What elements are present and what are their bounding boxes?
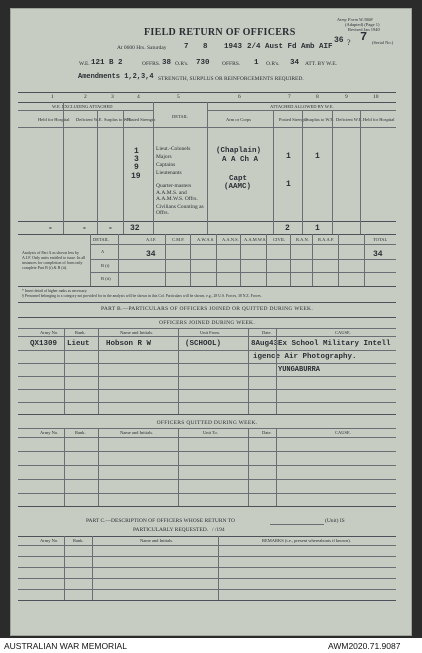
part-c-head: Rank. <box>73 538 84 543</box>
entry-rank: Lieut <box>67 340 90 348</box>
col-number: 9 <box>345 94 348 100</box>
col-number: 3 <box>111 94 114 100</box>
entry-cause: igence Air Photography. <box>253 353 357 361</box>
analysis-head: A.I.F. <box>146 237 157 242</box>
arm-corps-line: (Chaplain) <box>216 147 262 155</box>
joined-head: Rank. <box>75 330 86 335</box>
total-surplus: - <box>108 224 113 233</box>
footnote: § Personnel belonging to a category not provided for in the analysis will be shown in this Col. Particulars will be shown, e.g., 28 U.S. Forces, 38 N.Z. Forces. <box>22 294 262 298</box>
col-head-surplus: Surplus to W.E. <box>104 117 133 122</box>
posted-value: 9 <box>134 163 139 172</box>
col-head-posted-att: Posted Strength <box>279 117 308 122</box>
amendments: Amendments 1,2,3,4 <box>78 73 154 81</box>
quitted-head: Name and Initials. <box>120 430 154 435</box>
rank-label: Lieutenants <box>156 170 182 176</box>
col-head-deficient-att: Deficient W.E. <box>336 117 363 122</box>
group-right-heading: ATTACHED ALLOWED BY W.E. <box>270 104 334 109</box>
total-deficient: - <box>82 224 87 233</box>
analysis-row-label: B (ii) <box>101 276 111 281</box>
hours-line: At 0600 Hrs. Saturday <box>117 45 167 51</box>
part-b-title: PART B.—PARTICULARS OF OFFICERS JOINED OR QUITTED DURING WEEK. <box>101 306 313 312</box>
joined-head: Date. <box>262 330 272 335</box>
arm-corps-line: A A Ch A <box>222 156 259 164</box>
footer-institution: AUSTRALIAN WAR MEMORIAL <box>4 641 127 651</box>
joined-head: Army No. <box>40 330 59 335</box>
attached-posted: 1 <box>286 152 291 161</box>
we-value: 121 B 2 <box>91 59 123 67</box>
rank-label: Captains <box>156 162 176 168</box>
rank-label: Quarter-masters <box>156 183 192 189</box>
col-number: 8 <box>316 94 319 100</box>
date-month: 8 <box>203 43 208 51</box>
adapted-note: (Adapted) (Page 1) <box>345 22 380 27</box>
footer-accession-number: AWM2020.71.9087 <box>328 641 401 651</box>
or2-value: 34 <box>290 59 300 67</box>
rank-label: Civilians Counting as Offrs. <box>156 204 204 216</box>
analysis-head: TOTAL <box>373 237 388 242</box>
analysis-head: A.A.M.W.S. <box>244 237 267 242</box>
date-year: 1943 <box>224 43 243 51</box>
analysis-row-label: A <box>101 249 105 254</box>
arm-corps-line: Capt <box>229 175 248 183</box>
joined-head: CAUSE. <box>335 330 351 335</box>
or-value: 730 <box>196 59 210 67</box>
or-label: O.R's. <box>175 61 189 67</box>
entry-unit-from: (SCHOOL) <box>185 340 222 348</box>
we-prefix: W.E. <box>79 61 90 67</box>
rank-label: Majors <box>156 154 172 160</box>
analysis-row-label: B (i) <box>101 263 110 268</box>
unit-reference: 36 <box>334 36 344 45</box>
quitted-head: CAUSE. <box>335 430 351 435</box>
quitted-head: Rank. <box>75 430 86 435</box>
unit-name: 2/4 Aust Fd Amb AIF <box>247 43 333 51</box>
attached-posted: 1 <box>286 180 291 189</box>
part-c-date: / /194 <box>212 527 225 533</box>
analysis-note: Analysis of Part A as shown less by A.I.F. Only units entitled to issue. In all instances for completion of form only complete Part B (i) & B (ii). <box>22 250 86 270</box>
analysis-head: C.M.F. <box>172 237 185 242</box>
total-posted: 32 <box>130 224 140 233</box>
analysis-head: CIVIL <box>273 237 285 242</box>
att-label: ATT. BY W.E. <box>305 61 337 67</box>
rank-label: A.A.M.S. and A.A.M.W.S. Offrs. <box>156 190 198 202</box>
joined-title: OFFICERS JOINED DURING WEEK. <box>159 320 255 326</box>
offrs2-value: 1 <box>254 59 259 67</box>
serial-label: (Serial No.) <box>372 40 394 45</box>
col-head-deficient: Deficient W.E. <box>76 117 103 122</box>
rank-label: Lieut.-Colonels <box>156 146 191 152</box>
archive-footer <box>0 638 422 653</box>
total-attached-posted: 2 <box>285 224 290 233</box>
col-number: 5 <box>177 94 180 100</box>
attached-surplus: 1 <box>315 152 320 161</box>
entry-date: 8Aug43 <box>251 340 279 348</box>
group-left-heading: W.E. EXCLUDING ATTACHED <box>52 104 113 109</box>
col-head-arm: Arm or Corps <box>226 117 251 122</box>
col-number: 6 <box>238 94 241 100</box>
analysis-head: A.W.A.S. <box>197 237 215 242</box>
col-head-surplus-att: Surplus to W.E. <box>306 117 335 122</box>
col-head-posted: Posted Strength <box>127 117 156 122</box>
quitted-head: Unit To. <box>203 430 218 435</box>
part-c-requested: PARTICULARLY REQUESTED. <box>133 527 209 533</box>
col-head-held-att: Held for Hospital <box>363 117 395 122</box>
or2-label: O.R's. <box>266 61 280 67</box>
analysis-head: DETAIL <box>93 237 109 242</box>
part-c-title: PART C.—DESCRIPTION OF OFFICERS WHOSE RETURN TO <box>86 518 235 524</box>
offrs-value: 38 <box>162 59 172 67</box>
serial-number: 7 <box>360 30 368 44</box>
joined-head: Unit From. <box>200 330 221 335</box>
strength-line: STRENGTH, SURPLUS OR REINFORCEMENTS REQUIRED. <box>158 76 304 82</box>
form-title: FIELD RETURN OF OFFICERS <box>144 27 296 38</box>
offrs-label: OFFRS. <box>142 61 161 67</box>
posted-value: 19 <box>131 172 141 181</box>
col-number: 7 <box>288 94 291 100</box>
col-number: 10 <box>373 94 379 100</box>
col-head-held: Held for Hospital <box>38 117 70 122</box>
entry-location: YUNGABURRA <box>278 366 321 374</box>
posted-value: 3 <box>134 155 139 164</box>
part-c-head: Name and Initials. <box>140 538 174 543</box>
posted-value: 1 <box>134 147 139 156</box>
col-number: 1 <box>51 94 54 100</box>
entry-army-number: QX1309 <box>30 340 58 348</box>
total-attached-surplus: 1 <box>315 224 320 233</box>
part-c-unit-suffix: (Unit) IS <box>325 518 345 524</box>
army-form-number: Army Form W.3008 <box>337 17 373 22</box>
part-c-head: Army No. <box>40 538 59 543</box>
offrs2-label: OFFRS. <box>222 61 241 67</box>
footnote: * Insert detail of higher ranks as necessary. <box>22 289 88 293</box>
entry-cause: Ex School Military Intell <box>278 340 391 348</box>
quitted-head: Army No. <box>40 430 59 435</box>
total-held: - <box>48 224 53 233</box>
quitted-title: OFFICERS QUITTED DURING WEEK. <box>156 420 258 426</box>
entry-name: Hobson R W <box>106 340 152 348</box>
part-c-head: REMARKS (i.e., present whereabouts if known). <box>262 538 351 543</box>
detail-heading: DETAIL <box>172 114 188 119</box>
analysis-total-value: 34 <box>373 250 383 259</box>
col-number: 4 <box>137 94 140 100</box>
arm-corps-line: (AAMC) <box>224 183 252 191</box>
joined-head: Name and Initials. <box>120 330 154 335</box>
analysis-head: R.A.A.F. <box>318 237 335 242</box>
date-day: 7 <box>184 43 189 51</box>
col-number: 2 <box>84 94 87 100</box>
analysis-aif-value: 34 <box>146 250 156 259</box>
revised-note: Revised Jan 1940 <box>348 27 380 32</box>
quitted-head: Date. <box>262 430 272 435</box>
analysis-head: R.A.N. <box>296 237 309 242</box>
analysis-head: A.A.N.S. <box>222 237 239 242</box>
